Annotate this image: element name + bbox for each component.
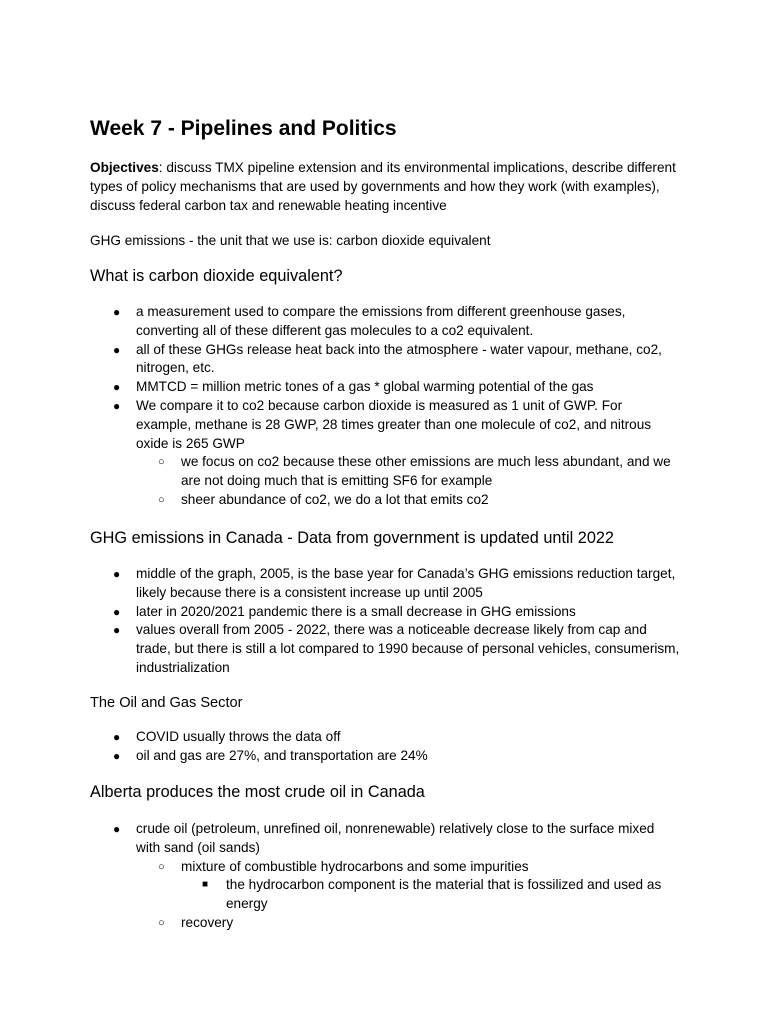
list-item xyxy=(0,491,681,510)
list-item-text: values overall from 2005 - 2022, there was a noticeable decrease likely from cap and trade, but there is still a lot compared to 1990 because of personal vehicles, consumerism, industrialization xyxy=(136,622,680,675)
list-item-text: crude oil (petroleum, unrefined oil, nonrenewable) relatively close to the surface mixed with sand (oil sands) xyxy=(136,821,655,855)
list-item xyxy=(0,603,681,622)
list-item xyxy=(0,378,681,397)
list-item xyxy=(0,858,681,877)
bullet-disc: ● xyxy=(113,380,121,395)
bullet-disc: ● xyxy=(113,305,121,319)
list-item-text: later in 2020/2021 pandemic there is a small decrease in GHG emissions xyxy=(136,603,576,619)
list-item-text: sheer abundance of co2, we do a lot that emits co2 xyxy=(181,491,489,507)
section-heading: Alberta produces the most crude oil in Canada xyxy=(90,783,425,801)
list-item xyxy=(0,565,681,603)
list-item-text: COVID usually throws the data off xyxy=(136,729,341,744)
list-item xyxy=(0,341,681,379)
bullet-circle: ○ xyxy=(158,860,165,873)
section-heading: GHG emissions in Canada - Data from government is updated until 2022 xyxy=(90,529,614,547)
list-item-text: recovery xyxy=(181,914,234,930)
list-item xyxy=(0,914,681,933)
bullet-disc: ● xyxy=(113,822,121,836)
bullet-disc: ● xyxy=(113,604,121,619)
list-item xyxy=(0,747,681,766)
bullet-disc: ● xyxy=(113,730,121,744)
bullet-circle: ○ xyxy=(158,493,165,506)
list-item xyxy=(0,876,686,914)
bullet-list xyxy=(0,303,768,510)
list-item xyxy=(0,820,681,858)
list-item xyxy=(0,621,681,677)
objectives-label: Objectives xyxy=(90,160,159,175)
page-title: Week 7 - Pipelines and Politics xyxy=(90,117,397,140)
bullet-disc: ● xyxy=(113,623,121,638)
bullet-circle: ○ xyxy=(158,456,165,469)
list-item-text: mixture of combustible hydrocarbons and some impurities xyxy=(181,858,529,874)
list-item-text: all of these GHGs release heat back into the atmosphere - water vapour, methane, co2, nitrogen, etc. xyxy=(136,341,662,376)
list-item-text: middle of the graph, 2005, is the base year for Canada’s GHG emissions reduction target, likely because there is a consistent increase up until 2005 xyxy=(136,566,676,600)
list-item-text: a measurement used to compare the emissions from different greenhouse gases, converting all of these different gas molecules to a co2 equivalent. xyxy=(136,304,626,338)
list-item-text: we focus on co2 because these other emissions are much less abundant, and we are not doing much that is emitting SF6 for example xyxy=(181,454,671,489)
bullet-disc: ● xyxy=(113,748,121,763)
list-item-text: oil and gas are 27%, and transportation are 24% xyxy=(136,747,428,763)
bullet-disc: ● xyxy=(113,398,121,413)
list-item xyxy=(0,728,681,747)
bullet-disc: ● xyxy=(113,567,121,581)
ghg-unit-line: GHG emissions - the unit that we use is: carbon dioxide equivalent xyxy=(90,233,491,248)
bullet-circle: ○ xyxy=(158,916,165,929)
list-item xyxy=(0,453,681,491)
bullet-list xyxy=(0,820,768,933)
objectives-paragraph xyxy=(90,159,690,215)
objectives-text: : discuss TMX pipeline extension and its environmental implications, describe different types of policy mechanisms that are used by governments and how they work (with examples), discuss federal carbon tax and renewable heating incentive xyxy=(90,160,676,213)
list-item-text: MMTCD = million metric tones of a gas * global warming potential of the gas xyxy=(136,379,594,395)
list-item-text: the hydrocarbon component is the material that is fossilized and used as energy xyxy=(226,877,662,912)
bullet-list xyxy=(0,728,768,766)
list-item-text: We compare it to co2 because carbon dioxide is measured as 1 unit of GWP. For example, methane is 28 GWP, 28 times greater than one molecule of co2, and nitrous oxide is 265 GWP xyxy=(136,397,652,451)
list-item xyxy=(0,397,681,453)
list-item xyxy=(0,303,681,341)
section-heading: The Oil and Gas Sector xyxy=(90,695,243,711)
bullet-disc: ● xyxy=(113,342,121,357)
bullet-list xyxy=(0,565,768,678)
bullet-square: ■ xyxy=(202,879,209,891)
section-heading: What is carbon dioxide equivalent? xyxy=(90,267,343,285)
